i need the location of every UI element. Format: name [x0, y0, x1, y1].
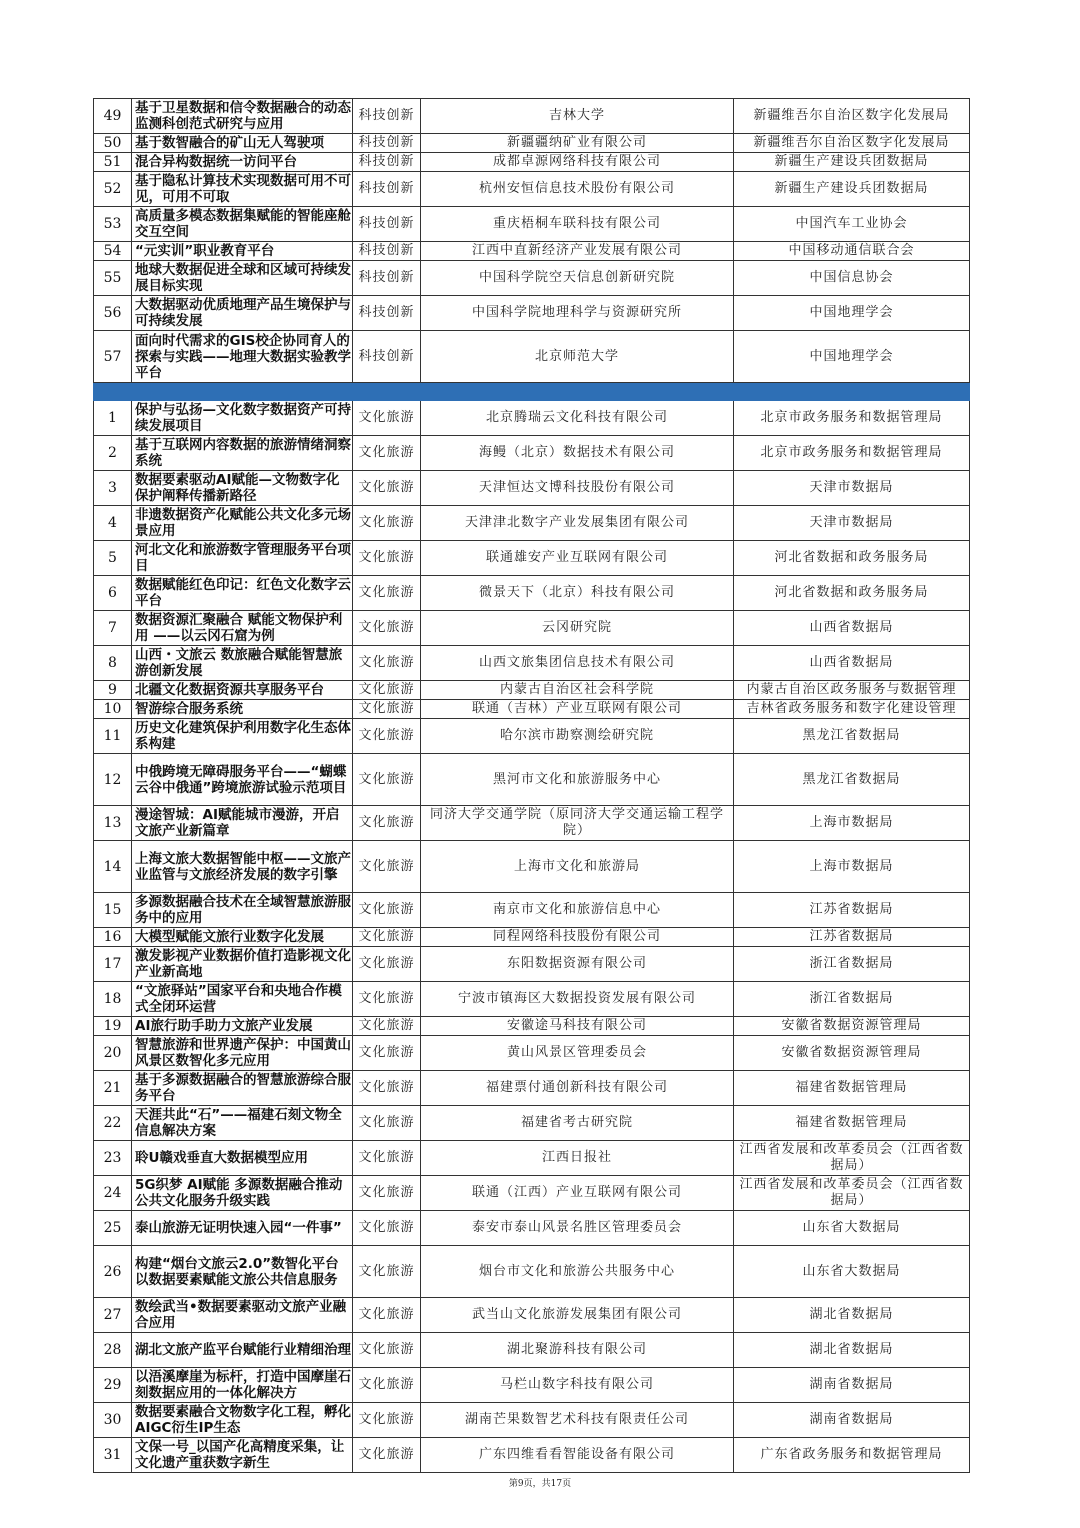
applicant-unit: 黑河市文化和旅游服务中心 — [421, 754, 734, 806]
row-number: 50 — [94, 134, 132, 153]
project-category: 文化旅游 — [353, 1211, 421, 1246]
project-category: 文化旅游 — [353, 1246, 421, 1298]
applicant-unit: 湖北聚游科技有限公司 — [421, 1333, 734, 1368]
row-number: 52 — [94, 172, 132, 207]
recommending-unit: 内蒙古自治区政务服务与数据管理 — [734, 681, 970, 700]
row-number: 28 — [94, 1333, 132, 1368]
applicant-unit: 海鳗（北京）数据技术有限公司 — [421, 436, 734, 471]
project-name: “元实训”职业教育平台 — [132, 242, 353, 261]
recommending-unit: 新疆维吾尔自治区数字化发展局 — [734, 134, 970, 153]
recommending-unit: 黑龙江省数据局 — [734, 754, 970, 806]
project-name: 数据要素驱动AI赋能—文物数字化保护阐释传播新路径 — [132, 471, 353, 506]
project-name: 面向时代需求的GIS校企协同育人的探索与实践——地理大数据实验教学平台 — [132, 331, 353, 383]
applicant-unit: 天津恒达文博科技股份有限公司 — [421, 471, 734, 506]
table-row — [94, 471, 970, 506]
applicant-unit: 马栏山数字科技有限公司 — [421, 1368, 734, 1403]
row-number: 6 — [94, 576, 132, 611]
project-category: 科技创新 — [353, 172, 421, 207]
project-category: 文化旅游 — [353, 928, 421, 947]
project-category: 文化旅游 — [353, 1333, 421, 1368]
project-category: 文化旅游 — [353, 1071, 421, 1106]
project-category: 文化旅游 — [353, 1106, 421, 1141]
applicant-unit: 新疆疆纳矿业有限公司 — [421, 134, 734, 153]
recommending-unit: 湖北省数据局 — [734, 1333, 970, 1368]
table-row — [94, 576, 970, 611]
row-number: 30 — [94, 1403, 132, 1438]
project-name: 以浯溪摩崖为标杆，打造中国摩崖石刻数据应用的一体化解决方 — [132, 1368, 353, 1403]
project-category: 文化旅游 — [353, 947, 421, 982]
project-category: 科技创新 — [353, 99, 421, 134]
project-category: 文化旅游 — [353, 401, 421, 436]
project-category: 文化旅游 — [353, 1368, 421, 1403]
table-row — [94, 681, 970, 700]
recommending-unit: 新疆生产建设兵团数据局 — [734, 153, 970, 172]
project-name: 中俄跨境无障碍服务平台——“蝴蝶云谷中俄通”跨境旅游试验示范项目 — [132, 754, 353, 806]
project-name: 5G织梦 AI赋能 多源数据融合推动公共文化服务升级实践 — [132, 1176, 353, 1211]
recommending-unit: 安徽省数据资源管理局 — [734, 1017, 970, 1036]
project-name: 历史文化建筑保护利用数字化生态体系构建 — [132, 719, 353, 754]
recommending-unit: 中国地理学会 — [734, 331, 970, 383]
project-category: 科技创新 — [353, 134, 421, 153]
project-name: 高质量多模态数据集赋能的智能座舱交互空间 — [132, 207, 353, 242]
applicant-unit: 联通雄安产业互联网有限公司 — [421, 541, 734, 576]
project-category: 科技创新 — [353, 296, 421, 331]
table-row — [94, 928, 970, 947]
recommending-unit: 河北省数据和政务服务局 — [734, 576, 970, 611]
row-number: 31 — [94, 1438, 132, 1473]
row-number: 49 — [94, 99, 132, 134]
project-category: 文化旅游 — [353, 1141, 421, 1176]
applicant-unit: 哈尔滨市勘察测绘研究院 — [421, 719, 734, 754]
project-name: 基于多源数据融合的智慧旅游综合服务平台 — [132, 1071, 353, 1106]
row-number: 5 — [94, 541, 132, 576]
row-number: 29 — [94, 1368, 132, 1403]
applicant-unit: 武当山文化旅游发展集团有限公司 — [421, 1298, 734, 1333]
table-row — [94, 1106, 970, 1141]
project-category: 文化旅游 — [353, 841, 421, 893]
applicant-unit: 天津津北数字产业发展集团有限公司 — [421, 506, 734, 541]
applicant-unit: 联通（吉林）产业互联网有限公司 — [421, 700, 734, 719]
table-row — [94, 893, 970, 928]
table-row — [94, 1403, 970, 1438]
row-number: 55 — [94, 261, 132, 296]
table-row — [94, 1438, 970, 1473]
project-name: 天涯共此“石”——福建石刻文物全信息解决方案 — [132, 1106, 353, 1141]
applicant-unit: 湖南芒果数智艺术科技有限责任公司 — [421, 1403, 734, 1438]
applicant-unit: 云冈研究院 — [421, 611, 734, 646]
recommending-unit: 浙江省数据局 — [734, 982, 970, 1017]
table-row — [94, 700, 970, 719]
row-number: 16 — [94, 928, 132, 947]
project-category: 文化旅游 — [353, 436, 421, 471]
project-category: 科技创新 — [353, 153, 421, 172]
project-category: 文化旅游 — [353, 1036, 421, 1071]
recommending-unit: 吉林省政务服务和数字化建设管理 — [734, 700, 970, 719]
table-row — [94, 947, 970, 982]
project-name: 地球大数据促进全球和区域可持续发展目标实现 — [132, 261, 353, 296]
applicant-unit: 山西文旅集团信息技术有限公司 — [421, 646, 734, 681]
row-number: 26 — [94, 1246, 132, 1298]
row-number: 17 — [94, 947, 132, 982]
table-row — [94, 506, 970, 541]
applicant-unit: 吉林大学 — [421, 99, 734, 134]
applicant-unit: 安徽途马科技有限公司 — [421, 1017, 734, 1036]
applicant-unit: 重庆梧桐车联科技有限公司 — [421, 207, 734, 242]
project-name: 聆U赣戏垂直大数据模型应用 — [132, 1141, 353, 1176]
table-row — [94, 401, 970, 436]
separator-cell — [353, 383, 421, 401]
recommending-unit: 湖南省数据局 — [734, 1403, 970, 1438]
recommending-unit: 江苏省数据局 — [734, 893, 970, 928]
row-number: 7 — [94, 611, 132, 646]
project-name: 数据要素融合文物数字化工程，孵化AIGC衍生IP生态 — [132, 1403, 353, 1438]
applicant-unit: 中国科学院空天信息创新研究院 — [421, 261, 734, 296]
row-number: 21 — [94, 1071, 132, 1106]
table-row — [94, 153, 970, 172]
project-name: 基于数智融合的矿山无人驾驶项 — [132, 134, 353, 153]
separator-cell — [94, 383, 132, 401]
recommending-unit: 浙江省数据局 — [734, 947, 970, 982]
applicant-unit: 中国科学院地理科学与资源研究所 — [421, 296, 734, 331]
separator-cell — [132, 383, 353, 401]
applicant-unit: 北京腾瑞云文化科技有限公司 — [421, 401, 734, 436]
applicant-unit: 联通（江西）产业互联网有限公司 — [421, 1176, 734, 1211]
table-row — [94, 719, 970, 754]
recommending-unit: 中国汽车工业协会 — [734, 207, 970, 242]
table-row — [94, 541, 970, 576]
applicant-unit: 成都卓源网络科技有限公司 — [421, 153, 734, 172]
table-row — [94, 1017, 970, 1036]
project-name: 泰山旅游无证明快速入园“一件事” — [132, 1211, 353, 1246]
project-name: 基于卫星数据和信令数据融合的动态监测科创范式研究与应用 — [132, 99, 353, 134]
table-row — [94, 982, 970, 1017]
project-category: 文化旅游 — [353, 611, 421, 646]
project-name: 保护与弘扬—文化数字数据资产可持续发展项目 — [132, 401, 353, 436]
row-number: 1 — [94, 401, 132, 436]
row-number: 14 — [94, 841, 132, 893]
row-number: 53 — [94, 207, 132, 242]
row-number: 25 — [94, 1211, 132, 1246]
applicant-unit: 微景天下（北京）科技有限公司 — [421, 576, 734, 611]
project-category: 科技创新 — [353, 242, 421, 261]
recommending-unit: 福建省数据管理局 — [734, 1106, 970, 1141]
project-name: 北疆文化数据资源共享服务平台 — [132, 681, 353, 700]
applicant-unit: 泰安市泰山风景名胜区管理委员会 — [421, 1211, 734, 1246]
row-number: 24 — [94, 1176, 132, 1211]
recommending-unit: 湖南省数据局 — [734, 1368, 970, 1403]
project-category: 科技创新 — [353, 261, 421, 296]
row-number: 57 — [94, 331, 132, 383]
table-row — [94, 1141, 970, 1176]
project-category: 科技创新 — [353, 331, 421, 383]
applicant-unit: 宁波市镇海区大数据投资发展有限公司 — [421, 982, 734, 1017]
project-category: 文化旅游 — [353, 1438, 421, 1473]
row-number: 12 — [94, 754, 132, 806]
row-number: 10 — [94, 700, 132, 719]
recommending-unit: 山东省大数据局 — [734, 1211, 970, 1246]
recommending-unit: 河北省数据和政务服务局 — [734, 541, 970, 576]
applicant-unit: 烟台市文化和旅游公共服务中心 — [421, 1246, 734, 1298]
applicant-unit: 东阳数据资源有限公司 — [421, 947, 734, 982]
project-name: 漫途智城：AI赋能城市漫游，开启文旅产业新篇章 — [132, 806, 353, 841]
table-row — [94, 1036, 970, 1071]
page-footer: 第9页，共17页 — [508, 1479, 572, 1489]
recommending-unit: 山东省大数据局 — [734, 1246, 970, 1298]
table-row — [94, 436, 970, 471]
applicant-unit: 福建票付通创新科技有限公司 — [421, 1071, 734, 1106]
recommending-unit: 北京市政务服务和数据管理局 — [734, 401, 970, 436]
project-name: 山西・文旅云 数旅融合赋能智慧旅游创新发展 — [132, 646, 353, 681]
recommending-unit: 中国信息协会 — [734, 261, 970, 296]
table-row — [94, 1368, 970, 1403]
project-name: 激发影视产业数据价值打造影视文化产业新高地 — [132, 947, 353, 982]
applicant-unit: 南京市文化和旅游信息中心 — [421, 893, 734, 928]
separator-cell — [421, 383, 734, 401]
project-name: 数据赋能红色印记：红色文化数字云平台 — [132, 576, 353, 611]
project-category: 文化旅游 — [353, 754, 421, 806]
project-name: 数据资源汇聚融合 赋能文物保护利用 ——以云冈石窟为例 — [132, 611, 353, 646]
row-number: 13 — [94, 806, 132, 841]
applicant-unit: 同程网络科技股份有限公司 — [421, 928, 734, 947]
project-category: 文化旅游 — [353, 576, 421, 611]
recommending-unit: 山西省数据局 — [734, 646, 970, 681]
row-number: 56 — [94, 296, 132, 331]
table-row — [94, 1071, 970, 1106]
table-row — [94, 99, 970, 134]
table-row — [94, 296, 970, 331]
applicant-unit: 黄山风景区管理委员会 — [421, 1036, 734, 1071]
applicant-unit: 北京师范大学 — [421, 331, 734, 383]
recommending-unit: 天津市数据局 — [734, 506, 970, 541]
project-name: 文保一号_以国产化高精度采集，让文化遗产重获数字新生 — [132, 1438, 353, 1473]
project-category: 文化旅游 — [353, 541, 421, 576]
row-number: 8 — [94, 646, 132, 681]
applicant-unit: 上海市文化和旅游局 — [421, 841, 734, 893]
project-name: 数绘武当•数据要素驱动文旅产业融合应用 — [132, 1298, 353, 1333]
project-category: 文化旅游 — [353, 719, 421, 754]
project-name: 基于隐私计算技术实现数据可用不可见，可用不可取 — [132, 172, 353, 207]
applicant-unit: 同济大学交通学院（原同济大学交通运输工程学院） — [421, 806, 734, 841]
recommending-unit: 新疆生产建设兵团数据局 — [734, 172, 970, 207]
table-row — [94, 1298, 970, 1333]
project-category: 文化旅游 — [353, 681, 421, 700]
project-name: 河北文化和旅游数字管理服务平台项目 — [132, 541, 353, 576]
table-row — [94, 806, 970, 841]
row-number: 51 — [94, 153, 132, 172]
table-row — [94, 1333, 970, 1368]
table-row — [94, 1211, 970, 1246]
row-number: 27 — [94, 1298, 132, 1333]
table-row — [94, 261, 970, 296]
recommending-unit: 上海市数据局 — [734, 806, 970, 841]
table-row — [94, 207, 970, 242]
recommending-unit: 新疆维吾尔自治区数字化发展局 — [734, 99, 970, 134]
table-row — [94, 611, 970, 646]
project-name: AI旅行助手助力文旅产业发展 — [132, 1017, 353, 1036]
table-row — [94, 754, 970, 806]
recommending-unit: 中国地理学会 — [734, 296, 970, 331]
project-category: 文化旅游 — [353, 646, 421, 681]
project-category: 文化旅游 — [353, 982, 421, 1017]
recommending-unit: 江苏省数据局 — [734, 928, 970, 947]
project-category: 文化旅游 — [353, 893, 421, 928]
table-row — [94, 841, 970, 893]
recommending-unit: 天津市数据局 — [734, 471, 970, 506]
row-number: 15 — [94, 893, 132, 928]
table-row — [94, 134, 970, 153]
row-number: 23 — [94, 1141, 132, 1176]
separator-cell — [734, 383, 970, 401]
recommending-unit: 福建省数据管理局 — [734, 1071, 970, 1106]
project-category: 文化旅游 — [353, 1017, 421, 1036]
project-name: 多源数据融合技术在全域智慧旅游服务中的应用 — [132, 893, 353, 928]
project-name: 智游综合服务系统 — [132, 700, 353, 719]
recommending-unit: 广东省政务服务和数据管理局 — [734, 1438, 970, 1473]
project-category: 文化旅游 — [353, 806, 421, 841]
project-category: 文化旅游 — [353, 1403, 421, 1438]
table-row — [94, 172, 970, 207]
project-name: 大数据驱动优质地理产品生境保护与可持续发展 — [132, 296, 353, 331]
row-number: 19 — [94, 1017, 132, 1036]
recommending-unit: 黑龙江省数据局 — [734, 719, 970, 754]
table-row — [94, 646, 970, 681]
recommending-unit: 山西省数据局 — [734, 611, 970, 646]
table-row — [94, 1176, 970, 1211]
project-category: 文化旅游 — [353, 471, 421, 506]
project-name: 构建“烟台文旅云2.0”数智化平台 以数据要素赋能文旅公共信息服务 — [132, 1246, 353, 1298]
row-number: 54 — [94, 242, 132, 261]
project-category: 文化旅游 — [353, 1176, 421, 1211]
project-name: “文旅驿站”国家平台和央地合作模式全闭环运营 — [132, 982, 353, 1017]
table-row — [94, 242, 970, 261]
row-number: 4 — [94, 506, 132, 541]
recommending-unit: 北京市政务服务和数据管理局 — [734, 436, 970, 471]
project-category: 文化旅游 — [353, 1298, 421, 1333]
table-row — [94, 331, 970, 383]
applicant-unit: 江西中直新经济产业发展有限公司 — [421, 242, 734, 261]
row-number: 2 — [94, 436, 132, 471]
row-number: 11 — [94, 719, 132, 754]
row-number: 20 — [94, 1036, 132, 1071]
row-number: 3 — [94, 471, 132, 506]
row-number: 18 — [94, 982, 132, 1017]
applicant-unit: 江西日报社 — [421, 1141, 734, 1176]
project-category: 文化旅游 — [353, 700, 421, 719]
project-name: 上海文旅大数据智能中枢——文旅产业监管与文旅经济发展的数字引擎 — [132, 841, 353, 893]
project-category: 文化旅游 — [353, 506, 421, 541]
project-name: 湖北文旅产监平台赋能行业精细治理 — [132, 1333, 353, 1368]
applicant-unit: 福建省考古研究院 — [421, 1106, 734, 1141]
recommending-unit: 安徽省数据资源管理局 — [734, 1036, 970, 1071]
recommending-unit: 江西省发展和改革委员会（江西省数据局） — [734, 1141, 970, 1176]
recommending-unit: 上海市数据局 — [734, 841, 970, 893]
project-name: 混合异构数据统一访问平台 — [132, 153, 353, 172]
applicant-unit: 广东四维看看智能设备有限公司 — [421, 1438, 734, 1473]
project-name: 基于互联网内容数据的旅游情绪洞察系统 — [132, 436, 353, 471]
recommending-unit: 江西省发展和改革委员会（江西省数据局） — [734, 1176, 970, 1211]
row-number: 22 — [94, 1106, 132, 1141]
recommending-unit: 中国移动通信联合会 — [734, 242, 970, 261]
table-row — [94, 1246, 970, 1298]
project-name: 智慧旅游和世界遗产保护：中国黄山风景区数智化多元应用 — [132, 1036, 353, 1071]
section-separator — [94, 383, 970, 401]
row-number: 9 — [94, 681, 132, 700]
applicant-unit: 杭州安恒信息技术股份有限公司 — [421, 172, 734, 207]
project-category: 科技创新 — [353, 207, 421, 242]
project-name: 大模型赋能文旅行业数字化发展 — [132, 928, 353, 947]
project-name: 非遗数据资产化赋能公共文化多元场景应用 — [132, 506, 353, 541]
applicant-unit: 内蒙古自治区社会科学院 — [421, 681, 734, 700]
recommending-unit: 湖北省数据局 — [734, 1298, 970, 1333]
project-table — [93, 98, 970, 1473]
